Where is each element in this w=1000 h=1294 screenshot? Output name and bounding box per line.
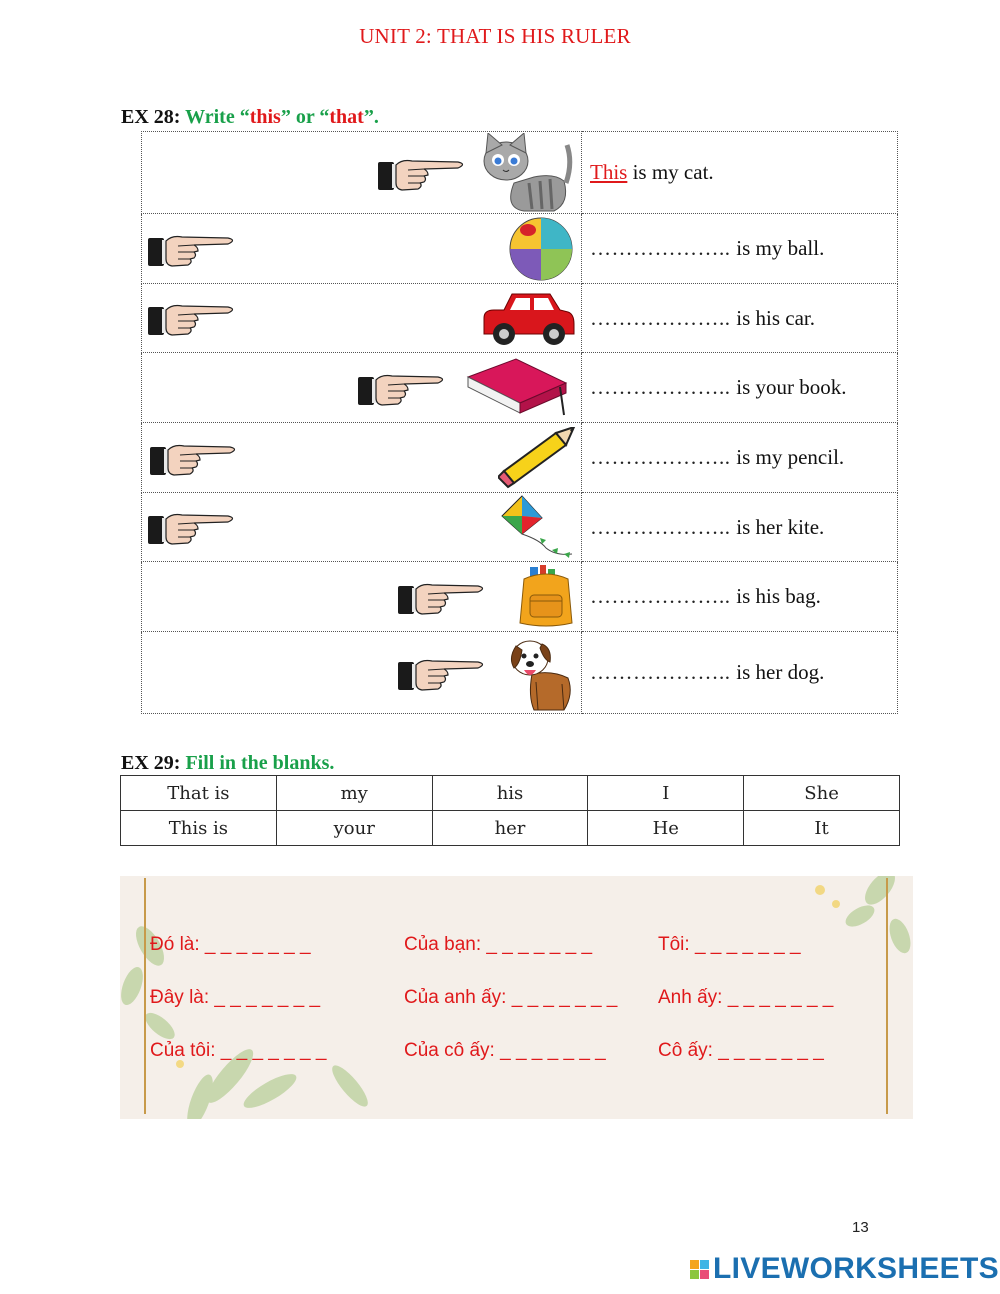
word-bank-cell: your	[276, 811, 432, 846]
ex28-blank: ………………..	[590, 514, 737, 539]
ex28-sentence-rest: is her kite.	[736, 514, 825, 539]
word-bank-cell: She	[744, 776, 900, 811]
divider	[886, 878, 888, 1114]
ex28-row	[142, 214, 898, 284]
word-bank-cell: This is	[121, 811, 277, 846]
ex28-sentence-rest: is his bag.	[736, 584, 821, 608]
fill-item: Đây là: _ _ _ _ _ _ _	[150, 987, 321, 1008]
bag-icon	[516, 565, 576, 629]
ex28-blank: ………………..	[590, 375, 737, 399]
ex29-label: EX 29:	[121, 752, 181, 774]
ex28-picture-cell	[142, 353, 582, 423]
ex28-row	[142, 423, 898, 493]
ex28-sentence-rest: is my cat.	[627, 160, 714, 184]
ex28-sentence-cell	[582, 353, 898, 423]
ex28-answer: This	[590, 160, 628, 184]
ex28-picture-cell	[142, 214, 582, 284]
logo-text: LIVEWORKSHEETS	[713, 1252, 999, 1285]
ex28-blank: ………………..	[590, 445, 737, 469]
ex28-row	[142, 284, 898, 353]
ex28-sentence-rest: is her dog.	[736, 660, 825, 684]
pointing-hand-icon	[398, 653, 488, 693]
word-bank-cell: He	[588, 811, 744, 846]
word-bank-row	[121, 811, 900, 846]
fill-item: Cô ấy: _ _ _ _ _ _ _	[658, 1040, 824, 1061]
pointing-hand-icon	[150, 438, 240, 478]
ex28-picture-cell	[142, 562, 582, 632]
word-bank-cell: my	[276, 776, 432, 811]
ex28-row	[142, 562, 898, 632]
ex28-sentence-rest: is my ball.	[736, 236, 825, 260]
fill-item: Anh ấy: _ _ _ _ _ _ _	[658, 987, 834, 1008]
ex28-sentence-rest: is my pencil.	[736, 445, 845, 469]
ex28-table	[141, 131, 898, 714]
ex28-inst-c: ”.	[363, 106, 379, 128]
word-bank-cell: I	[588, 776, 744, 811]
ex28-blank: ………………..	[590, 584, 737, 608]
word-bank-cell: his	[432, 776, 588, 811]
page-number: 13	[852, 1219, 869, 1236]
ex28-picture-cell	[142, 632, 582, 714]
vietnamese-fill-box	[120, 876, 913, 1119]
word-bank-table	[120, 775, 900, 846]
dog-icon	[508, 634, 576, 712]
logo-cubes-icon	[690, 1260, 709, 1279]
divider	[144, 878, 146, 1114]
ex28-word-this: this	[249, 106, 281, 128]
ex28-sentence-cell	[582, 214, 898, 284]
fill-item: Của tôi: _ _ _ _ _ _ _	[150, 1040, 327, 1061]
pointing-hand-icon	[398, 577, 488, 617]
ex28-sentence-cell	[582, 284, 898, 353]
ex28-word-that: that	[329, 106, 364, 128]
ex28-label: EX 28	[121, 106, 174, 128]
pointing-hand-icon	[148, 507, 238, 547]
ex28-sentence-cell	[582, 132, 898, 214]
ex28-picture-cell	[142, 423, 582, 493]
book-icon	[464, 357, 574, 419]
ex28-inst-a: Write “	[185, 106, 250, 128]
ex28-picture-cell	[142, 132, 582, 214]
ex28-sentence-cell	[582, 493, 898, 562]
ex28-sentence-rest: is his car.	[736, 305, 815, 330]
word-bank-cell: her	[432, 811, 588, 846]
ex28-sentence-cell	[582, 632, 898, 714]
fill-item: Của cô ấy: _ _ _ _ _ _ _	[404, 1040, 606, 1061]
ex28-sentence-cell	[582, 423, 898, 493]
ex28-row	[142, 353, 898, 423]
word-bank-cell: That is	[121, 776, 277, 811]
car-icon	[480, 288, 576, 348]
pointing-hand-icon	[358, 368, 448, 408]
fill-item: Của anh ấy: _ _ _ _ _ _ _	[404, 987, 618, 1008]
ex28-picture-cell	[142, 493, 582, 562]
fill-item: Của bạn: _ _ _ _ _ _ _	[404, 934, 593, 955]
ex28-sentence-cell	[582, 562, 898, 632]
ex28-inst-b: ” or “	[280, 106, 330, 128]
pointing-hand-icon	[148, 298, 238, 338]
ex28-picture-cell	[142, 284, 582, 353]
fill-item: Tôi: _ _ _ _ _ _ _	[658, 934, 801, 955]
liveworksheets-logo	[690, 1252, 999, 1286]
ex28-heading	[121, 106, 379, 129]
ex28-blank: ………………..	[590, 236, 737, 260]
pointing-hand-icon	[148, 229, 238, 269]
pointing-hand-icon	[378, 153, 468, 193]
ex28-sentence-rest: is your book.	[736, 375, 847, 399]
word-bank-cell: It	[744, 811, 900, 846]
page-title: UNIT 2: THAT IS HIS RULER	[359, 24, 631, 48]
ex29-heading	[121, 752, 334, 775]
word-bank-row	[121, 776, 900, 811]
ex28-row	[142, 632, 898, 714]
ex28-blank: ………………..	[590, 660, 737, 684]
ex28-row	[142, 493, 898, 562]
pencil-icon	[498, 427, 576, 489]
ball-icon	[508, 216, 574, 282]
cat-icon	[474, 133, 574, 213]
ex28-sep: :	[173, 106, 186, 128]
ex28-row	[142, 132, 898, 214]
kite-icon	[500, 494, 576, 560]
fill-item: Đó là: _ _ _ _ _ _ _	[150, 934, 311, 955]
ex29-instruction: Fill in the blanks.	[185, 752, 335, 774]
ex28-blank: ………………..	[590, 305, 737, 330]
